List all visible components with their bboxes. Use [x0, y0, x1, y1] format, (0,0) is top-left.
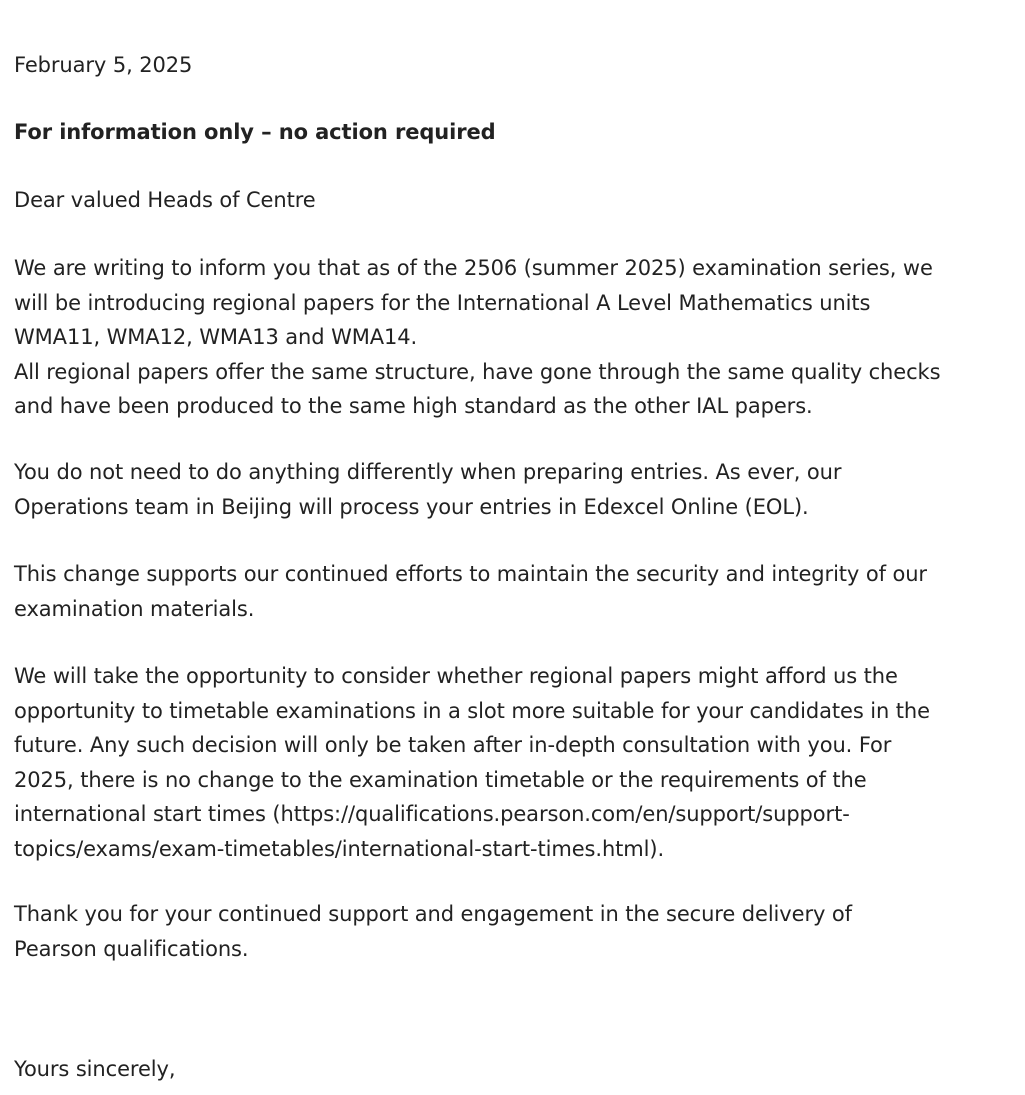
closing: Yours sincerely,: [14, 1057, 176, 1081]
paragraph-line: We will take the opportunity to consider whether regional papers might afford us the: [14, 664, 898, 688]
paragraph-regional-papers: [14, 251, 940, 424]
paragraph-line: and have been produced to the same high standard as the other IAL papers.: [14, 394, 813, 418]
paragraph-line: will be introducing regional papers for the International A Level Mathematics units: [14, 290, 871, 315]
paragraph-line: This change supports our continued efforts to maintain the security and integrity of our: [14, 562, 927, 586]
paragraph-line: All regional papers offer the same structure, have gone through the same quality checks: [14, 359, 941, 384]
paragraph-entries: [14, 455, 841, 524]
paragraph-line: Thank you for your continued support and engagement in the secure delivery of: [14, 902, 852, 926]
paragraph-security: [14, 557, 927, 626]
notice-heading: For information only – no action required: [14, 120, 496, 144]
paragraph-line: 2025, there is no change to the examination timetable or the requirements of the: [14, 767, 867, 792]
paragraph-line: WMA11, WMA12, WMA13 and WMA14.: [14, 325, 418, 349]
paragraph-line: Pearson qualifications.: [14, 936, 249, 961]
letter-date: February 5, 2025: [14, 53, 193, 77]
paragraph-line: examination materials.: [14, 596, 255, 621]
salutation: Dear valued Heads of Centre: [14, 188, 316, 212]
paragraph-thanks: [14, 897, 852, 966]
paragraph-timetable: [14, 659, 930, 866]
paragraph-line: future. Any such decision will only be taken after in-depth consultation with you. For: [14, 733, 892, 757]
paragraph-line: topics/exams/exam-timetables/international-start-times.html).: [14, 836, 665, 861]
paragraph-line: opportunity to timetable examinations in a slot more suitable for your candidates in the: [14, 698, 930, 723]
paragraph-line: You do not need to do anything differently when preparing entries. As ever, our: [14, 460, 842, 484]
paragraph-line: international start times (https://qualifications.pearson.com/en/support/support-: [14, 802, 850, 826]
paragraph-line: We are writing to inform you that as of the 2506 (summer 2025) examination series, we: [14, 256, 933, 280]
paragraph-line: Operations team in Beijing will process your entries in Edexcel Online (EOL).: [14, 494, 809, 519]
